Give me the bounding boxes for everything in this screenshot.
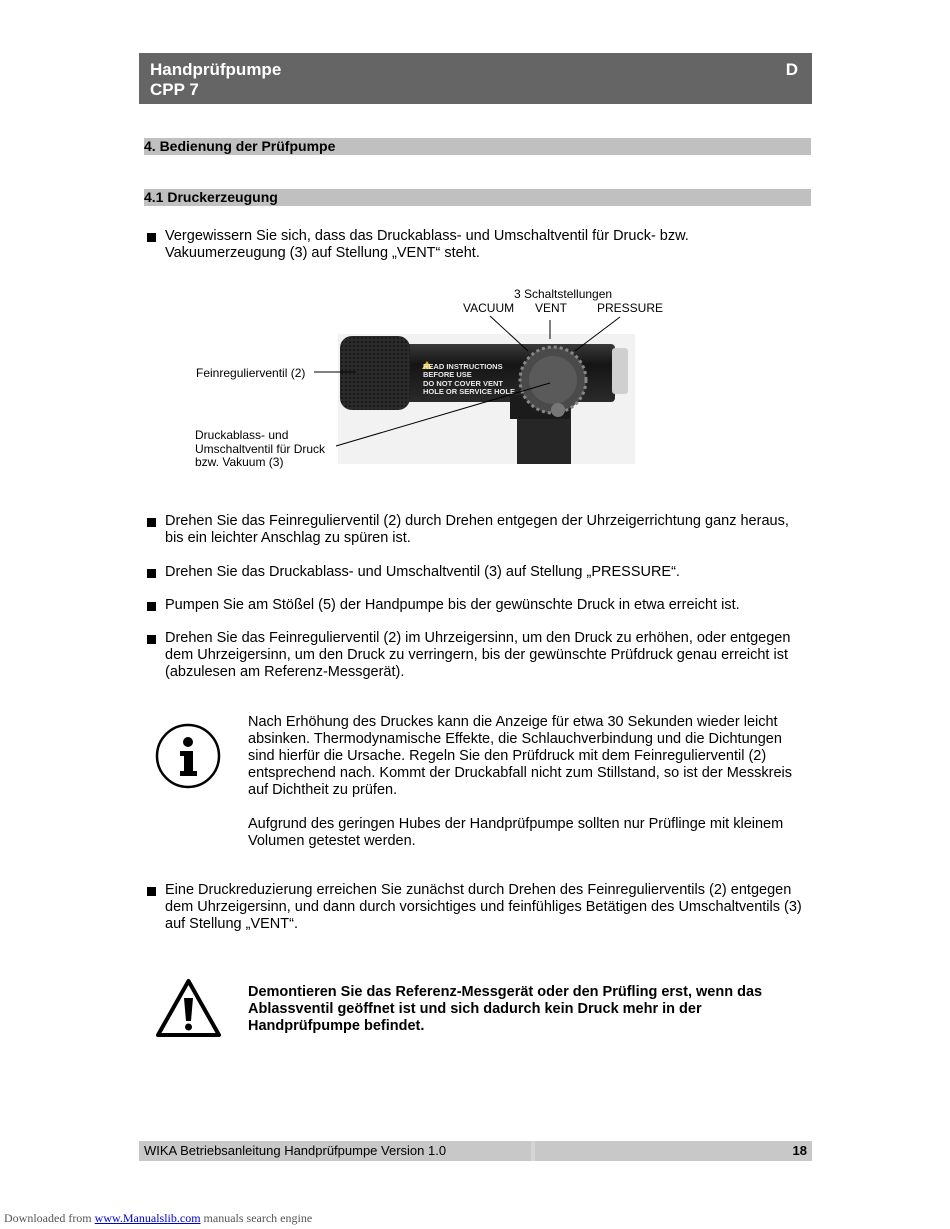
bullet-text-2: Drehen Sie das Feinregulierventil (2) durch Drehen entgegen der Uhrzeigerrichtung ganz heraus, bis ein leichter Anschlag zu spüren ist.: [165, 513, 789, 546]
download-note-prefix: Downloaded from: [4, 1211, 92, 1225]
fine-valve-label: Feinregulierventil (2): [196, 366, 306, 380]
svg-text:HOLE OR SERVICE HOLE: HOLE OR SERVICE HOLE: [423, 387, 515, 396]
section-heading-4: 4. Bedienung der Prüfpumpe: [144, 138, 811, 155]
manualslib-link[interactable]: www.Manualslib.com: [94, 1211, 201, 1225]
section-heading-4-1: 4.1 Druckerzeugung: [144, 189, 811, 206]
connector-fitting: [612, 348, 628, 394]
bullet-text-3: Drehen Sie das Druckablass- und Umschaltventil (3) auf Stellung „PRESSURE“.: [165, 564, 680, 580]
position-pressure-label: PRESSURE: [597, 301, 664, 315]
bullet-text-4: Pumpen Sie am Stößel (5) der Handpumpe bis der gewünschte Druck in etwa erreicht ist.: [165, 597, 740, 613]
bullet-text-1: Vergewissern Sie sich, dass das Druckablass- und Umschaltventil für Druck- bzw. Vakuumerzeugung (3) auf Stellung „VENT“ steht.: [165, 228, 689, 261]
release-valve-label: Druckablass- und Umschaltventil für Druck bzw. Vakuum (3): [195, 428, 326, 469]
warning-icon: [155, 978, 222, 1038]
fine-valve-knob: [340, 336, 410, 410]
bullet-marker: [147, 518, 156, 527]
page-footer: [139, 1141, 812, 1161]
bullet-text-5: Drehen Sie das Feinregulierventil (2) im Uhrzeigersinn, um den Druck zu erhöhen, oder entgegen dem Uhrzeigersinn, um den Druck zu verringern, bis der gewünschte Prüfdruck genau erreicht ist (abzulesen am Referenz-Messgerät).: [165, 630, 791, 680]
svg-text:BEFORE USE: BEFORE USE: [423, 370, 472, 379]
download-note-suffix: manuals search engine: [203, 1211, 313, 1225]
info-note-paragraph-1: Nach Erhöhung des Druckes kann die Anzeige für etwa 30 Sekunden wieder leicht absinken. Thermodynamische Effekte, die Schlauchverbindung und die Dichtungen sind hierfür die Ursache. Regeln Sie den Prüfdruck mit dem Feinregulierventil (2) entsprechend nach. Kommt der Druckabfall nicht zum Stillstand, so ist der Messkreis auf Dichtheit zu prüfen.: [248, 714, 792, 798]
footer-divider: [531, 1141, 535, 1161]
release-valve-knob-center: [529, 356, 577, 404]
info-note-paragraph-2: Aufgrund des geringen Hubes der Handprüfpumpe sollten nur Prüflinge mit kleinem Volumen getestet werden.: [248, 816, 784, 849]
bullet-marker: [147, 602, 156, 611]
warning-note-text: Demontieren Sie das Referenz-Messgerät oder den Prüfling erst, wenn das Ablassventil geöffnet ist und sich dadurch kein Druck mehr in der Handprüfpumpe befindet.: [248, 984, 763, 1034]
header-title: Handprüfpumpe: [150, 60, 282, 79]
bullet-marker: [147, 569, 156, 578]
bullet-marker: [147, 635, 156, 644]
release-valve-screw: [551, 403, 565, 417]
switch-positions-heading: 3 Schaltstellungen: [514, 287, 613, 301]
header-language: D: [785, 60, 798, 79]
position-vent-label: VENT: [535, 301, 568, 315]
page-number: 18: [792, 1143, 807, 1158]
bullet-marker: [147, 887, 156, 896]
header-model: CPP 7: [150, 80, 199, 99]
device-label-text: [423, 362, 515, 396]
footer-text: WIKA Betriebsanleitung Handprüfpumpe Version 1.0: [144, 1143, 447, 1158]
svg-text:READ INSTRUCTIONS: READ INSTRUCTIONS: [423, 362, 503, 371]
download-note: [4, 1211, 312, 1226]
info-icon: [155, 723, 222, 790]
svg-text:DO NOT COVER VENT: DO NOT COVER VENT: [423, 379, 504, 388]
bullet-text-6: Eine Druckreduzierung erreichen Sie zunächst durch Drehen des Feinregulierventils (2) entgegen dem Uhrzeigersinn, und dann durch vorsichtiges und feinfühliges Betätigen des Umschaltventils (3) auf Stellung „VENT“.: [165, 882, 802, 932]
position-vacuum-label: VACUUM: [463, 301, 515, 315]
